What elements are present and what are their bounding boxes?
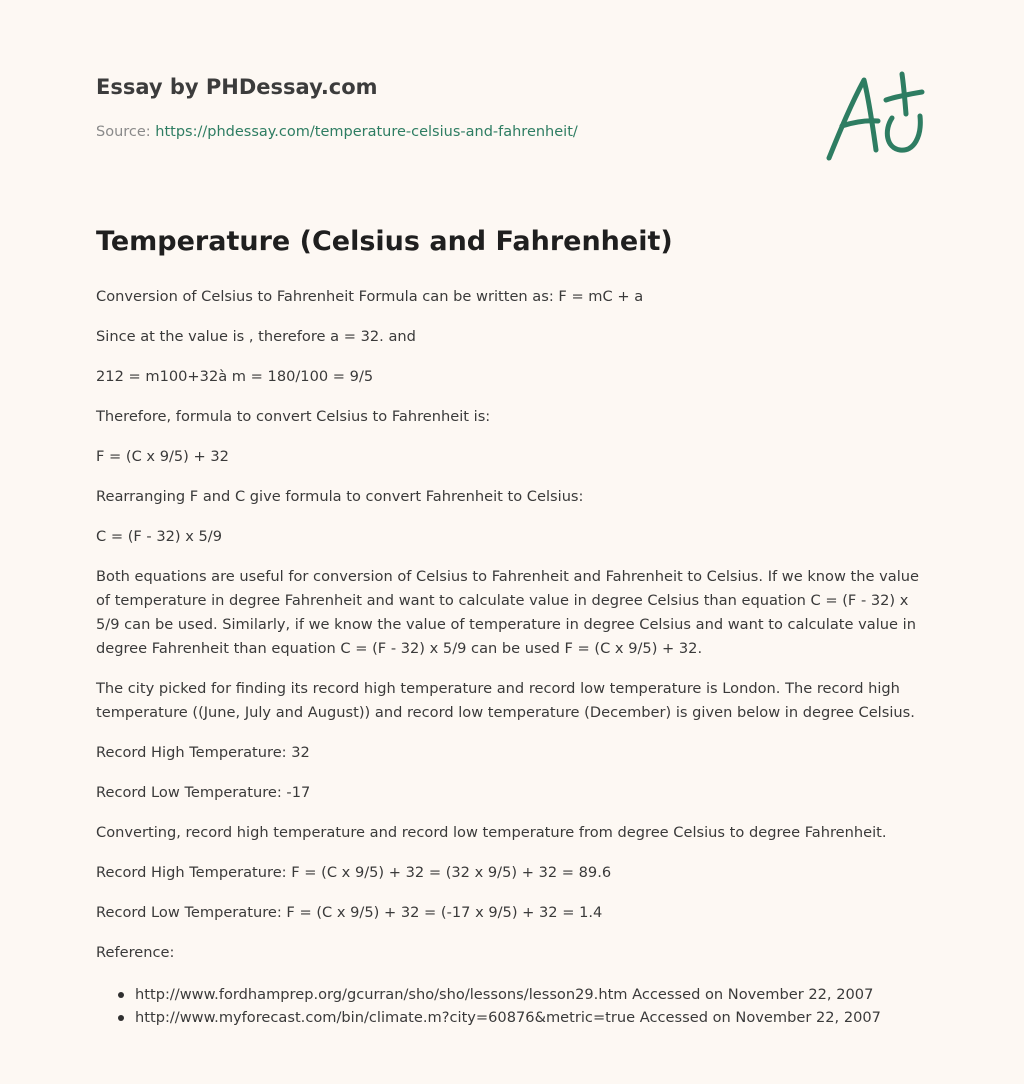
site-title: Essay by PHDessay.com (96, 75, 378, 99)
source-label: Source: (96, 124, 156, 140)
source-line (96, 124, 578, 140)
source-link[interactable]: https://phdessay.com/temperature-celsius-and-fahrenheit/ (155, 124, 578, 140)
article-title: Temperature (Celsius and Fahrenheit) (96, 226, 673, 257)
record-high-celsius: Record High Temperature: 32 (96, 744, 310, 761)
reference-item (135, 1006, 930, 1029)
a-plus-logo (820, 66, 930, 166)
paragraph: Both equations are useful for conversion of Celsius to Fahrenheit and Fahrenheit to Celsius. If we know the value of temperature in degree Fahrenheit and want to calculate value in degree Celsius than equation C = (F - 32) x 5/9 can be used. Similarly, if we know the value of temperature in degree Celsius and want to calculate value in degree Fahrenheit than equation C = (F - 32) x 5/9 can be used F = (C x 9/5) + 32. (96, 568, 919, 657)
paragraph: Rearranging F and C give formula to convert Fahrenheit to Celsius: (96, 488, 584, 505)
article-body (96, 285, 930, 1029)
reference-list (96, 983, 930, 1029)
paragraph: Converting, record high temperature and record low temperature from degree Celsius to degree Fahrenheit. (96, 824, 887, 841)
reference-item (135, 983, 930, 1006)
reference-text: http://www.myforecast.com/bin/climate.m?city=60876&metric=true Accessed on November 22, 2007 (135, 1009, 881, 1026)
reference-heading: Reference: (96, 944, 175, 961)
record-low-celsius: Record Low Temperature: -17 (96, 784, 311, 801)
bullet-icon (118, 992, 124, 998)
paragraph: The city picked for finding its record high temperature and record low temperature is London. The record high temperature ((June, July and August)) and record low temperature (December) is given below in degree Celsius. (96, 680, 915, 721)
paragraph: 212 = m100+32à m = 180/100 = 9/5 (96, 368, 374, 385)
formula-f-to-c: C = (F - 32) x 5/9 (96, 528, 222, 545)
a-plus-logo-icon (820, 66, 930, 166)
record-low-fahrenheit: Record Low Temperature: F = (C x 9/5) + 32 = (-17 x 9/5) + 32 = 1.4 (96, 904, 603, 921)
paragraph: Therefore, formula to convert Celsius to Fahrenheit is: (96, 408, 491, 425)
bullet-icon (118, 1015, 124, 1021)
formula-c-to-f: F = (C x 9/5) + 32 (96, 448, 229, 465)
record-high-fahrenheit: Record High Temperature: F = (C x 9/5) + 32 = (32 x 9/5) + 32 = 89.6 (96, 864, 612, 881)
paragraph: Since at the value is , therefore a = 32. and (96, 328, 416, 345)
reference-text: http://www.fordhamprep.org/gcurran/sho/sho/lessons/lesson29.htm Accessed on November 22, 2007 (135, 986, 874, 1003)
paragraph: Conversion of Celsius to Fahrenheit Formula can be written as: F = mC + a (96, 288, 644, 305)
